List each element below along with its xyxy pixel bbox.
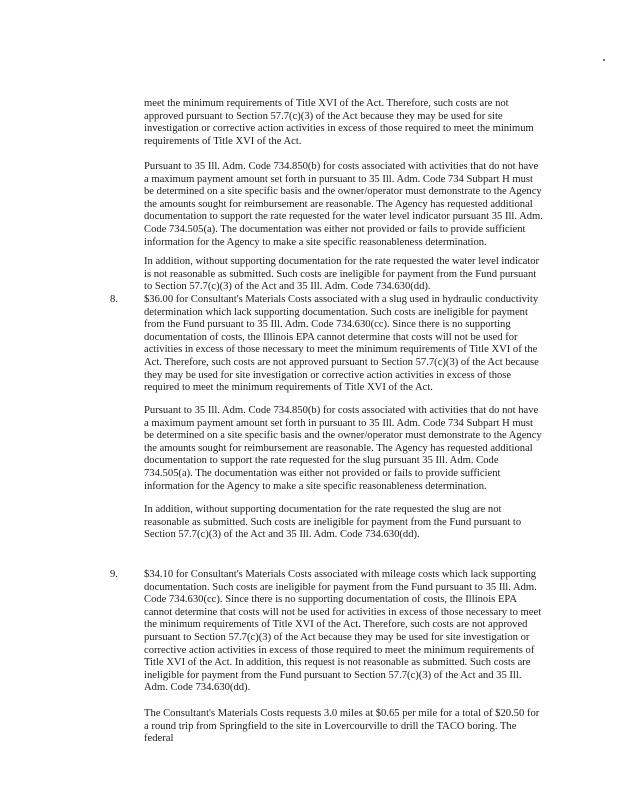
paragraph-rate-water-level: Pursuant to 35 Ill. Adm. Code 734.850(b) for costs associated with activities that do not have a maximum payment amount set forth in pursuant to 35 Ill. Adm. Code 734 Subpart H must be determined on a site specific basis and the owner/operator must demonstrate to the Agency the amounts sought for reimbursement are reasonable. The Agency has requested additional documentation to support the rate requested for the water level indicator pursuant 35 Ill. Adm. Code 734.505(a). The documentation was either not provided or fails to provide sufficient information for the Agency to make a site specific reasonableness determination. xyxy=(144,161,543,248)
paragraph-rate-slug: Pursuant to 35 Ill. Adm. Code 734.850(b) for costs associated with activities that do not have a maximum payment amount set forth in pursuant to 35 Ill. Adm. Code 734 Subpart H must be determined on a site specific basis and the owner/operator must demonstrate to the Agency the amounts sought for reimbursement are reasonable. The Agency has requested additional documentation to support the rate requested for the slug pursuant 35 Ill. Adm. Code 734.505(a). The documentation was either not provided or fails to provide sufficient information for the Agency to make a site specific reasonableness determination. xyxy=(144,405,542,492)
paragraph-slug-not-reasonable: In addition, without supporting documentation for the rate requested the slug are not reasonable as submitted. Such costs are ineligible for payment from the Fund pursuant to Section 57.7(c)(3) of the Act and 35 Ill. Adm. Code 734.630(dd). xyxy=(144,504,522,541)
paragraph-mileage-request: The Consultant's Materials Costs requests 3.0 miles at $0.65 per mile for a total of $20.50 for a round trip from Springfield to the site in Lovercourville to drill the TACO boring. The federal xyxy=(144,708,540,745)
item-number-9: 9. xyxy=(110,569,118,580)
scan-speck xyxy=(603,59,605,61)
paragraph-item-9-mileage: $34.10 for Consultant's Materials Costs associated with mileage costs which lack supporting documentation. Such costs are ineligible for payment from the Fund pursuant to 35 Ill. Adm. Code 734.630(cc). Since there is no supporting documentation of costs, the Illinois EPA cannot determine that costs will not be used for activities in excess of those necessary to meet the minimum requirements of Title XVI of the Act. Therefore, such costs are not approved pursuant to Section 57.7(c)(3) of the Act because they may be used for site investigation or corrective action activities in excess of those required to meet the minimum requirements of Title XVI of the Act. In addition, this request is not reasonable as submitted. Such costs are ineligible for payment from the Fund pursuant to Section 57.7(c)(3) of the Act and 35 Ill. Adm. Code 734.630(dd). xyxy=(144,569,542,694)
paragraph-continuation: meet the minimum requirements of Title XVI of the Act. Therefore, such costs are not approved pursuant to Section 57.7(c)(3) of the Act because they may be used for site investigation or corrective action activities in excess of those required to meet the minimum requirements of Title XVI of the Act. xyxy=(144,98,534,147)
paragraph-water-level-not-reasonable: In addition, without supporting documentation for the rate requested the water level indicator is not reasonable as submitted. Such costs are ineligible for payment from the Fund pursuant to Section 57.7(c)(3) of the Act and 35 Ill. Adm. Code 734.630(dd). xyxy=(144,256,540,293)
item-number-8: 8. xyxy=(110,294,118,305)
paragraph-item-8-slug: $36.00 for Consultant's Materials Costs associated with a slug used in hydraulic conductivity determination which lack supporting documentation. Such costs are ineligible for payment from the Fund pursuant to 35 Ill. Adm. Code 734.630(cc). Since there is no supporting documentation of costs, the Illinois EPA cannot determine that costs will not be used for activities in excess of those necessary to meet the minimum requirements of Title XVI of the Act. Therefore, such costs are not approved pursuant to Section 57.7(c)(3) of the Act because they may be used for site investigation or corrective action activities in excess of those required to meet the minimum requirements of Title XVI of the Act. xyxy=(144,294,539,394)
